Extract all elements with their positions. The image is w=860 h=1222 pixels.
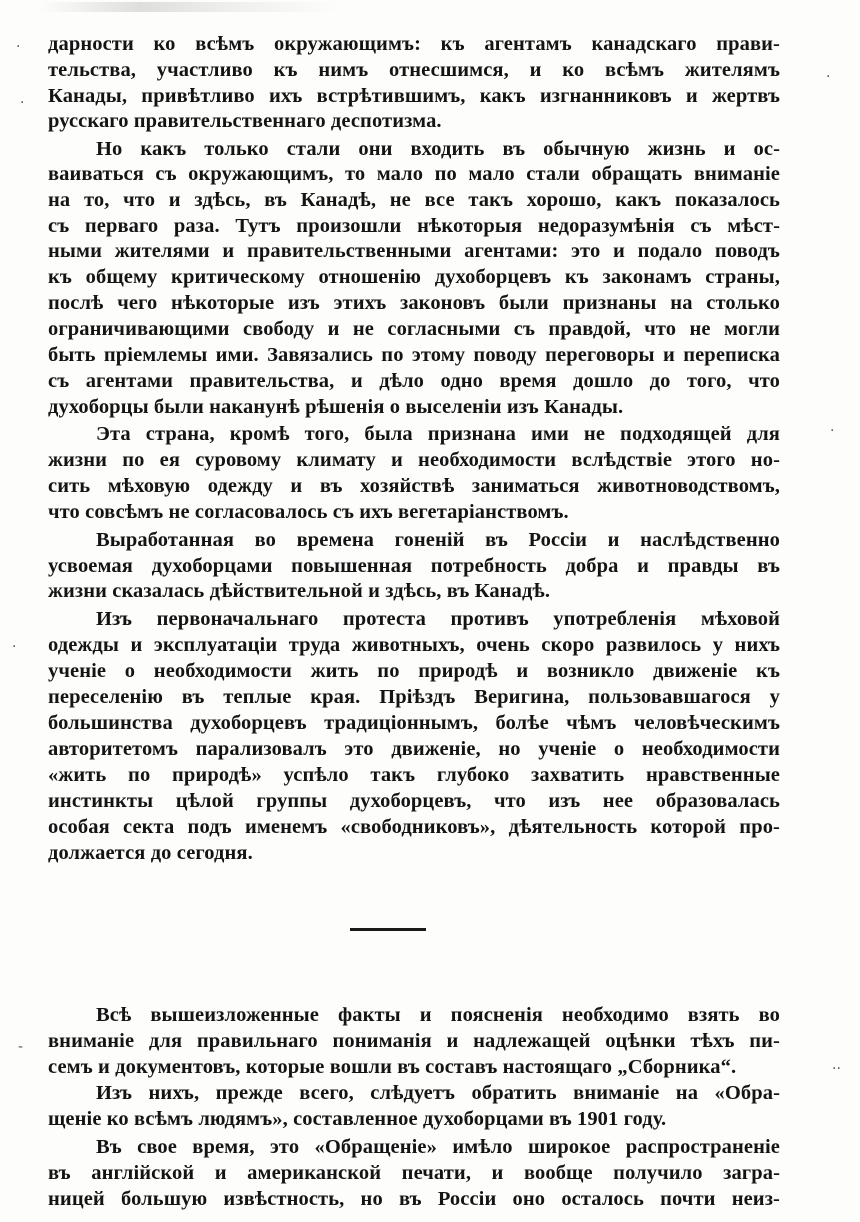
text-line: въ англійской и американской печати, и вообще получило загра- [48, 1162, 780, 1184]
text-line: одежды и эксплуатаціи труда животныхъ, очень скоро развилось у нихъ [48, 634, 780, 656]
text-line: духоборцы были наканунѣ рѣшенія о выселеніи изъ Канады. [48, 396, 624, 418]
text-line: съ агентами правительства, и дѣло одно время дошло до того, что [48, 370, 780, 392]
text-line: большинства духоборцевъ традиціоннымъ, болѣе чѣмъ человѣческимъ [48, 712, 780, 734]
page-header-smudge [40, 2, 340, 12]
paragraph-first-line: Въ свое время, это «Обращеніе» имѣло широкое распространеніе [96, 1136, 780, 1158]
text-line: Канады, привѣтливо ихъ встрѣтившимъ, какъ изгнанниковъ и жертвъ [48, 85, 780, 107]
text-line: жизни сказалась дѣйствительной и здѣсь, въ Канадѣ. [48, 580, 551, 602]
text-line: ваиваться съ окружающимъ, то мало по мало стали обращать вниманіе [48, 163, 780, 185]
text-line: ученіе о необходимости жить по природѣ и возникло движеніе къ [48, 660, 780, 682]
paragraph-first-line: Но какъ только стали они входить въ обычную жизнь и ос- [96, 138, 780, 160]
text-line: что совсѣмъ не согласовалось съ ихъ вегетаріанствомъ. [48, 501, 569, 523]
text-line: къ общему критическому отношенію духоборцевъ къ законамъ страны, [48, 266, 780, 288]
text-line: семъ и документовъ, которые вошли въ составъ настоящаго „Сборника“. [48, 1056, 737, 1078]
text-line: инстинкты цѣлой группы духоборцевъ, что изъ нее образовалась [48, 790, 780, 812]
text-line: съ перваго раза. Тутъ произошли нѣкоторыя недоразумѣнія съ мѣст- [48, 215, 780, 237]
paragraph-first-line: Изъ нихъ, прежде всего, слѣдуетъ обратить вниманіе на «Обра- [96, 1082, 780, 1104]
text-line: быть пріемлемы ими. Завязались по этому поводу переговоры и переписка [48, 344, 780, 366]
text-line: на то, что и здѣсь, въ Канадѣ, не все такъ хорошо, какъ показалось [48, 189, 780, 211]
scan-speck: · [12, 639, 17, 655]
text-line: усвоемая духоборцами повышенная потребность добра и правды въ [48, 555, 780, 577]
text-line: особая секта подъ именемъ «свободниковъ», дѣятельность которой про- [48, 816, 780, 838]
text-line: «жить по природѣ» успѣло такъ глубоко захватить нравственные [48, 764, 780, 786]
section-divider [350, 928, 426, 931]
text-line: ограничивающими свободу и не согласными съ правдой, что не могли [48, 318, 780, 340]
text-line: русскаго правительственнаго деспотизма. [48, 110, 442, 132]
text-line: сить мѣховую одежду и въ хозяйствѣ заниматься животноводствомъ, [48, 475, 780, 497]
text-line: вниманіе для правильнаго пониманія и надлежащей оцѣнки тѣхъ пи- [48, 1030, 780, 1052]
text-line: послѣ чего нѣкоторые изъ этихъ законовъ были признаны на столько [48, 292, 780, 314]
scan-speck: ·· [832, 1061, 841, 1077]
scan-speck: · [20, 95, 25, 111]
text-line: тельства, участливо къ нимъ отнесшимся, и ко всѣмъ жителямъ [48, 59, 780, 81]
scan-speck: · [830, 423, 835, 439]
paragraph-first-line: Всѣ вышеизложенные факты и поясненія необходимо взять во [96, 1004, 780, 1026]
scan-speck: · [16, 39, 21, 55]
text-line: жизни по ея суровому климату и необходимости вслѣдствіе этого но- [48, 449, 780, 471]
text-line: переселенію въ теплые края. Пріѣздъ Веригина, пользовавшагося у [48, 686, 780, 708]
paragraph-first-line: Выработанная во времена гоненій въ Россіи и наслѣдственно [96, 529, 780, 551]
text-line: должается до сегодня. [48, 842, 253, 864]
text-line: ницей большую извѣстность, но въ Россіи оно осталось почти неиз- [48, 1188, 780, 1210]
text-line: дарности ко всѣмъ окружающимъ: къ агентамъ канадскаго прави- [48, 33, 780, 55]
text-line: щеніе ко всѣмъ людямъ», составленное духоборцами въ 1901 году. [48, 1108, 667, 1130]
text-line: авторитетомъ парализовалъ это движеніе, но ученіе о необходимости [48, 738, 780, 760]
paragraph-first-line: Эта страна, кромѣ того, была признана ими не подходящей для [96, 423, 780, 445]
text-line: ными жителями и правительственными агентами: это и подало поводъ [48, 240, 780, 262]
scan-speck: · [826, 69, 831, 85]
paragraph-first-line: Изъ первоначальнаго протеста противъ употребленія мѣховой [96, 608, 780, 630]
scan-speck: - [18, 1039, 24, 1055]
